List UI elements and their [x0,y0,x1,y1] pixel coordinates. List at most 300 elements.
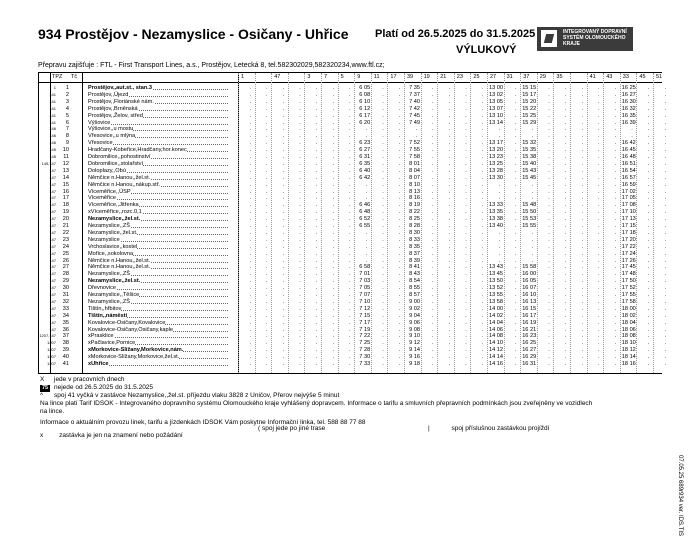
time-cell: . [564,292,567,298]
tariff-zone: 147 [49,243,56,249]
time-cell: . [548,264,550,271]
time-cell: . [398,209,401,216]
stop-number: 27 [62,264,69,271]
time-cell: . [614,167,617,174]
time-cell: . [531,250,534,257]
time-cell: . [548,305,550,312]
time-cell: . [647,278,650,285]
time-cell: 6 42 [359,174,371,181]
time-cell: . [515,361,517,367]
time-cell: 14 10 [489,340,503,347]
time-cell: . [398,126,401,133]
time-cell: . [581,229,583,236]
time-cell: 15 43 [522,167,537,174]
time-cell: 16 27 [522,347,537,354]
tariff-zone: 147 [49,250,56,256]
time-cell: . [382,278,384,285]
time-cell: 8 41 [409,264,420,271]
time-cell: . [249,229,251,236]
time-cell: . [266,305,268,312]
time-cell: . [382,333,384,340]
time-cell: . [299,181,301,188]
trip-number: 23 [456,74,463,80]
stop-number: 5 [65,112,69,119]
time-cell: 18 04 [621,319,636,326]
trip-number: 37 [523,74,530,80]
stop-name: Němčice n.Hanou,,žel.st. [88,264,151,271]
stop-name: xMorkovice-Slížany,Morkovice,žel.st. [88,354,180,361]
time-cell: . [315,119,318,126]
time-cell: . [332,154,334,160]
time-cell: . [315,319,318,326]
time-cell: . [332,223,334,229]
time-cell: . [432,354,434,361]
time-cell: . [498,236,500,243]
time-cell: 18 02 [621,312,636,319]
time-cell: . [332,85,334,91]
time-cell: . [614,305,617,312]
time-cell: . [332,133,334,140]
time-cell: . [398,257,401,264]
time-cell: . [647,250,650,257]
time-cell: . [448,98,451,105]
time-cell: . [647,340,650,347]
time-cell: . [315,98,318,105]
time-cell: . [581,209,583,216]
time-cell: 16 19 [522,319,537,326]
trip-number: 41 [589,74,596,80]
time-cell: 15 53 [522,216,537,223]
time-cell: 7 07 [359,292,371,298]
stop-name: Tištín,,náměstí [88,312,128,319]
time-cell: . [398,264,401,271]
time-cell: . [664,147,666,154]
time-cell: . [448,147,451,154]
time-cell: . [481,312,484,319]
time-cell: . [664,298,666,305]
time-cell: . [266,174,268,181]
time-cell: . [266,216,268,223]
time-cell: . [365,133,368,140]
time-cell: . [515,209,517,216]
time-cell: 17 58 [621,298,636,305]
time-cell: . [315,229,318,236]
time-cell: . [581,250,583,257]
tariff-zone: 147 [49,319,56,325]
tariff-zone: 147 [49,264,56,270]
table-row [38,312,666,319]
time-cell: 6 55 [359,223,371,229]
time-cell: . [564,85,567,91]
stop-name: Nezamyslice,,žel.st. [88,216,141,223]
time-cell: . [548,133,550,140]
time-cell: . [481,154,484,160]
km-header: Tč [71,74,78,80]
time-cell: . [481,354,484,361]
time-cell: 8 16 [409,195,420,202]
time-cell: . [515,278,517,285]
time-cell: . [349,361,351,367]
time-cell: . [299,216,301,223]
time-cell: . [349,278,351,285]
time-cell: . [548,98,550,105]
tariff-zone: 1 [53,85,56,90]
time-cell: . [664,257,666,264]
time-cell: . [564,236,567,243]
time-cell: . [315,250,318,257]
time-cell: . [481,202,484,209]
time-cell: 16 25 [522,340,537,347]
time-cell: 6 40 [359,167,371,174]
time-cell: 17 45 [621,264,636,271]
time-cell: . [249,147,251,154]
time-cell: . [664,223,666,229]
time-cell: . [365,243,368,250]
bottom-legend-text: spoj jede po jiné trase [261,425,326,432]
time-cell: . [349,133,351,140]
tariff-zone: 141 [49,105,56,111]
time-cell: 13 28 [489,167,503,174]
time-cell: . [332,181,334,188]
time-cell: . [548,333,550,340]
stop-number: 6 [65,119,69,126]
time-cell: 9 04 [409,312,420,319]
time-cell: . [465,181,467,188]
time-cell: . [299,319,301,326]
time-cell: . [249,160,251,167]
time-cell: . [598,250,600,257]
time-cell: . [382,105,384,112]
time-cell: 16 35 [621,112,636,119]
time-cell: . [664,361,666,367]
time-cell: . [266,133,268,140]
time-cell: . [647,312,650,319]
stop-number: 25 [62,250,69,257]
stop-number: 14 [62,174,69,181]
time-cell: . [564,361,567,367]
stop-name: Vřesovice,,u mlýna [88,133,136,140]
time-cell: . [664,333,666,340]
trip-number: 51 [656,74,663,80]
tariff-zone: 147 [49,181,56,187]
stop-number: 8 [65,133,69,140]
stop-name: Nezamyslice,,žel.st. [88,278,141,285]
time-cell: . [614,98,617,105]
time-cell: 16 48 [621,154,636,160]
stop-number: 30 [62,285,69,292]
time-cell: . [647,354,650,361]
time-cell: 7 49 [409,119,420,126]
time-cell: . [398,285,401,292]
stop-number: 13 [62,167,69,174]
table-row [38,354,666,361]
time-cell: 13 25 [489,160,503,167]
time-cell: 9 06 [409,319,420,326]
time-cell: 15 48 [522,202,537,209]
time-cell: . [481,91,484,98]
time-cell: . [465,216,467,223]
stop-name: Němčice n.Hanou,,nákup.stř. [88,181,161,188]
time-cell: . [349,140,351,147]
time-cell: 18 10 [621,340,636,347]
time-cell: . [415,133,417,140]
time-cell: 16 07 [522,285,537,292]
time-cell: . [299,305,301,312]
time-cell: . [448,209,451,216]
time-cell: . [398,98,401,105]
time-cell: . [349,305,351,312]
time-cell: . [531,229,534,236]
time-cell: . [664,160,666,167]
stop-name: Víceměřice,,Jitřenka [88,202,139,209]
time-cell: . [266,271,268,278]
time-cell: . [515,257,517,264]
time-cell: . [332,105,334,112]
time-cell: . [315,243,318,250]
tariff-zone: 147 [49,209,56,215]
time-cell: . [564,216,567,223]
stop-name: Nezamyslice [88,236,120,243]
time-cell: . [647,126,650,133]
time-cell: . [398,147,401,154]
time-cell: . [398,292,401,298]
time-cell: . [249,133,251,140]
table-row [38,292,666,298]
time-cell: . [614,154,617,160]
time-cell: 8 43 [409,271,420,278]
time-cell: . [581,264,583,271]
time-cell: . [481,340,484,347]
trip-number: 45 [639,74,646,80]
time-cell: . [432,154,434,160]
time-cell: . [581,223,583,229]
ids-logo-text: INTEGROVANÝ DOPRAVNÍ SYSTÉM OLOMOUCKÉHO KRAJE [563,29,627,47]
time-cell: . [332,361,334,367]
time-cell: . [465,133,467,140]
time-cell: . [548,243,550,250]
time-cell: . [266,223,268,229]
time-cell: . [282,126,285,133]
time-cell: . [481,98,484,105]
tariff-zone: 147 [49,216,56,222]
time-cell: 16 10 [522,292,537,298]
time-cell: . [564,333,567,340]
time-cell: . [299,112,301,119]
time-cell: . [598,298,600,305]
table-row [38,236,666,243]
time-cell: 18 06 [621,326,636,333]
time-cell: 16 25 [621,85,636,91]
time-cell: . [249,250,251,257]
time-cell: . [249,340,251,347]
time-cell: 16 29 [522,354,537,361]
time-cell: 15 55 [522,223,537,229]
time-cell: . [448,305,451,312]
time-cell: . [382,188,384,195]
time-cell: . [266,257,268,264]
time-cell: . [481,181,484,188]
time-cell: . [481,347,484,354]
time-cell: . [465,333,467,340]
time-cell: . [664,154,666,160]
table-row [38,105,666,112]
time-cell: . [315,167,318,174]
time-cell: 7 33 [359,361,371,367]
stop-number: 3 [65,98,69,105]
ids-logo [537,27,633,51]
legend-mark: ^ [40,392,44,399]
time-cell: . [614,319,617,326]
time-cell: . [647,333,650,340]
time-cell: 16 45 [621,147,636,154]
time-cell: . [465,250,467,257]
time-cell: . [614,312,617,319]
time-cell: 16 27 [621,91,636,98]
time-cell: . [382,229,384,236]
time-cell: . [581,340,583,347]
time-cell: 17 26 [621,257,636,264]
time-cell: . [315,285,318,292]
time-cell: . [349,188,351,195]
time-cell: 14 02 [489,312,503,319]
time-cell: . [614,340,617,347]
time-cell: . [481,326,484,333]
time-cell: 6 27 [359,147,371,154]
time-cell: . [664,98,666,105]
time-cell: 8 57 [409,292,420,298]
stop-name: xUhřice [88,361,109,367]
time-cell: . [498,195,500,202]
trip-number: 7 [324,74,328,80]
time-cell: . [664,326,666,333]
stop-number: 17 [62,195,69,202]
time-cell: . [448,202,451,209]
time-cell: . [664,91,666,98]
time-cell: . [465,202,467,209]
legend-mark: 75 [42,384,49,391]
time-cell: . [647,292,650,298]
stop-name: Nezamyslice,,ZŠ [88,298,130,305]
time-cell: . [282,250,285,257]
time-cell: . [581,112,583,119]
trip-number: 3 [307,74,311,80]
time-cell: . [664,354,666,361]
time-cell: 8 01 [409,160,420,167]
time-cell: . [515,147,517,154]
time-cell: . [465,140,467,147]
time-cell: . [398,195,401,202]
time-cell: . [647,271,650,278]
time-cell: . [564,126,567,133]
time-cell: . [581,174,583,181]
time-cell: . [332,347,334,354]
time-cell: . [614,202,617,209]
time-cell: . [315,333,318,340]
time-cell: . [598,174,600,181]
time-cell: 16 57 [621,174,636,181]
time-cell: . [481,223,484,229]
time-cell: . [564,319,567,326]
time-cell: . [282,174,285,181]
time-cell: . [581,154,583,160]
time-cell: . [647,112,650,119]
time-cell: . [481,298,484,305]
time-cell: 7 17 [359,319,371,326]
time-cell: . [398,85,401,91]
time-cell: . [448,167,451,174]
time-cell: . [315,223,318,229]
stop-number: 32 [62,298,69,305]
table-row [38,223,666,229]
table-row [38,326,666,333]
time-cell: 15 29 [522,119,537,126]
time-cell: . [647,160,650,167]
time-cell: . [664,292,666,298]
table-row [38,119,666,126]
time-cell: . [398,333,401,340]
time-cell: . [282,229,285,236]
time-cell: 17 55 [621,292,636,298]
time-cell: . [448,105,451,112]
time-cell: . [315,174,318,181]
time-cell: . [548,181,550,188]
time-cell: . [432,216,434,223]
time-cell: . [647,133,650,140]
time-cell: 8 13 [409,188,420,195]
tariff-zone: 146 [49,126,56,132]
time-cell: . [564,347,567,354]
time-cell: . [465,119,467,126]
time-cell: . [249,98,251,105]
time-cell: . [349,319,351,326]
time-cell: . [398,105,401,112]
time-cell: . [614,243,617,250]
time-cell: . [382,361,384,367]
time-cell: . [548,202,550,209]
time-cell: . [598,243,600,250]
time-cell: . [564,243,567,250]
time-cell: . [266,326,268,333]
time-cell: . [664,250,666,257]
time-cell: . [249,140,251,147]
time-cell: . [448,264,451,271]
time-cell: . [581,91,583,98]
time-cell: . [266,361,268,367]
time-cell: . [282,91,285,98]
time-cell: 13 07 [489,105,503,112]
time-cell: . [448,312,451,319]
stop-name: Výšovice,,u mostu [88,126,134,133]
time-cell: . [598,188,600,195]
time-cell: . [465,285,467,292]
time-cell: . [432,91,434,98]
time-cell: . [647,188,650,195]
time-cell: . [647,319,650,326]
time-cell: . [382,119,384,126]
time-cell: . [481,278,484,285]
time-cell: . [398,140,401,147]
stop-name: xVíceměřice,,rozc.0,1 [88,209,142,216]
tariff-note: Na lince platí Tarif IDSOK - Integrovaného dopravního systému Olomouckého kraje vyhlášený dopravcem. Informace o tarifu a smluvních přepravních podmínkách jsou zveřejněny ve vozidlech na lince. [40,400,593,415]
time-cell: . [382,195,384,202]
time-cell: . [332,278,334,285]
time-cell: . [266,278,268,285]
time-cell: 17 13 [621,216,636,223]
time-cell: 18 14 [621,354,636,361]
time-cell: . [282,312,285,319]
time-cell: . [448,174,451,181]
time-cell: . [614,119,617,126]
